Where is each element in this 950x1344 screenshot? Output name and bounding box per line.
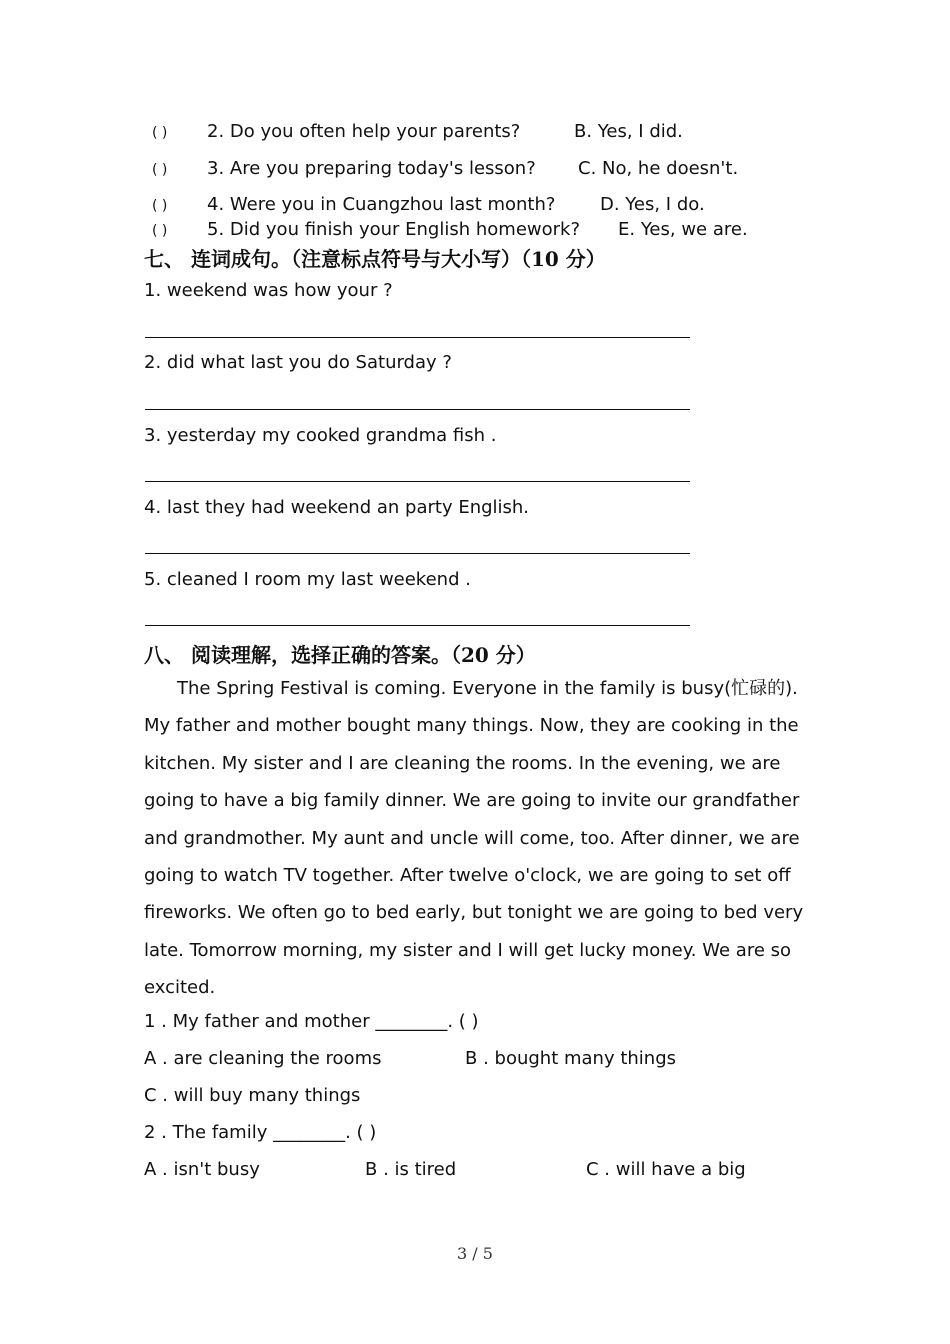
matching-row: [152, 158, 536, 179]
option-a[interactable]: A . isn't busy: [144, 1159, 260, 1180]
option-b[interactable]: B . is tired: [365, 1159, 457, 1180]
answer-line[interactable]: [145, 481, 690, 482]
matching-row: [152, 121, 520, 142]
answer-line[interactable]: [145, 625, 690, 626]
question-1: 1 . My father and mother ________. ( ): [144, 1011, 479, 1032]
option-c[interactable]: C . will have a big: [586, 1159, 746, 1180]
answer-option: E. Yes, we are.: [618, 219, 748, 240]
option-c[interactable]: C . will buy many things: [144, 1085, 361, 1106]
answer-option: B. Yes, I did.: [574, 121, 683, 142]
reading-passage: [144, 670, 806, 1007]
question-text: 2. Do you often help your parents?: [207, 121, 521, 142]
answer-line[interactable]: [145, 409, 690, 410]
answer-line[interactable]: [145, 553, 690, 554]
sentence-item: 3. yesterday my cooked grandma fish .: [144, 425, 497, 446]
page-number: 3 / 5: [457, 1244, 493, 1263]
question-text: 3. Are you preparing today's lesson?: [207, 158, 536, 179]
section-heading: 八、 阅读理解，选择正确的答案。（20 分）: [144, 643, 536, 667]
sentence-item: 4. last they had weekend an party English.: [144, 497, 530, 518]
answer-option: D. Yes, I do.: [600, 194, 705, 215]
matching-row: [152, 219, 580, 240]
option-a[interactable]: A . are cleaning the rooms: [144, 1048, 382, 1069]
question-text: 4. Were you in Cuangzhou last month?: [207, 194, 556, 215]
sentence-item: 1. weekend was how your ?: [144, 280, 393, 301]
answer-paren: ( ): [152, 198, 168, 214]
answer-option: C. No, he doesn't.: [578, 158, 739, 179]
matching-row: [152, 194, 555, 215]
option-b[interactable]: B . bought many things: [465, 1048, 676, 1069]
answer-paren: ( ): [152, 223, 168, 239]
question-text: 5. Did you finish your English homework?: [207, 219, 581, 240]
sentence-item: 5. cleaned I room my last weekend .: [144, 569, 471, 590]
section-heading: 七、 连词成句。（注意标点符号与大小写）（10 分）: [144, 247, 606, 271]
answer-paren: ( ): [152, 162, 168, 178]
question-2: 2 . The family ________. ( ): [144, 1122, 377, 1143]
answer-paren: ( ): [152, 125, 168, 141]
sentence-item: 2. did what last you do Saturday ?: [144, 352, 452, 373]
answer-line[interactable]: [145, 337, 690, 338]
passage-text: The Spring Festival is coming. Everyone in the family is busy(忙碌的). My father and mother bought many things. Now, they are cooking in the kitchen. My sister and I are cleaning the rooms. In the evening, we are going to have a big family dinner. We are going to invite our grandfather and grandmother. My aunt and uncle will come, too. After dinner, we are going to watch TV together. After twelve o'clock, we are going to set off fireworks. We often go to bed early, but tonight we are going to bed very late. Tomorrow morning, my sister and I will get lucky money. We are so excited.: [144, 678, 804, 999]
